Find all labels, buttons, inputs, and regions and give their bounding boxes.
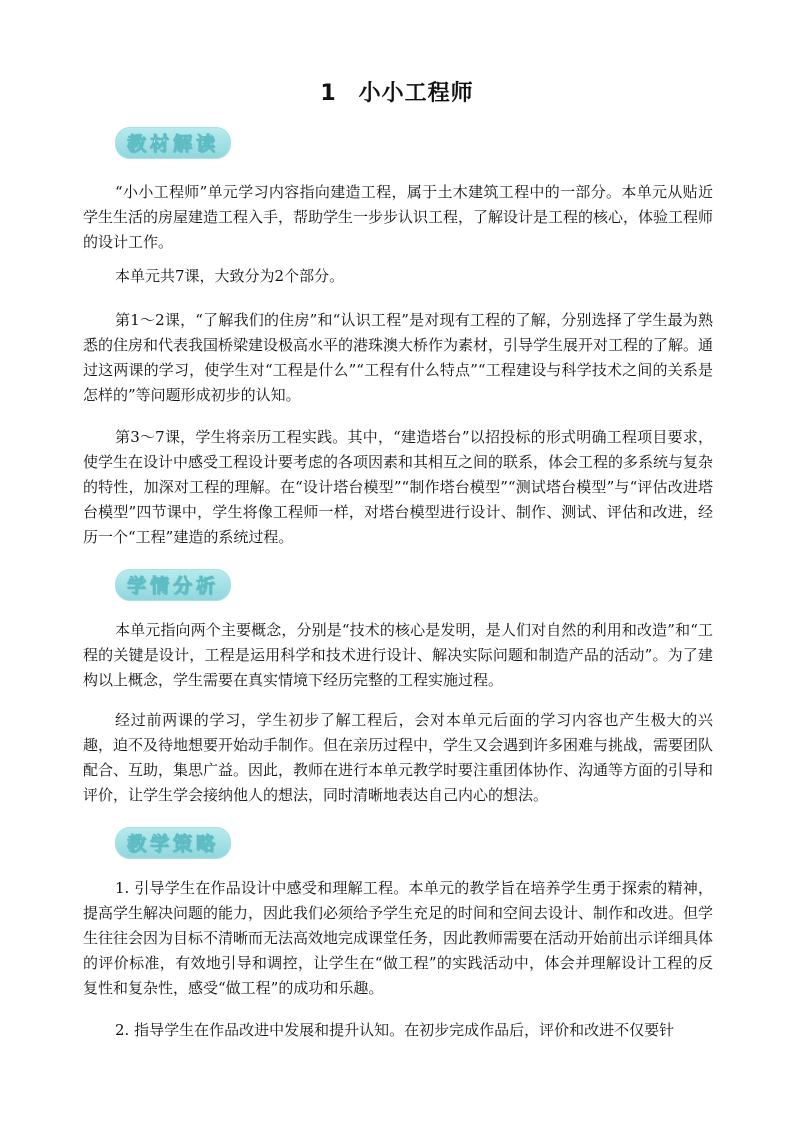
section-heading-textbook-reading bbox=[115, 128, 231, 158]
section-heading-label: 教学策略 bbox=[115, 827, 231, 859]
paragraph: 第3～7课，学生将亲历工程实践。其中，“建造塔台”以招投标的形式明确工程项目要求，使学生在设计中感受工程设计要考虑的各项因素和其相互之间的联系，体会工程的多系统与复杂的特性，加深对工程的理解。在“设计塔台模型”“制作塔台模型”“测试塔台模型”与“评估改进塔台模型”四节课中，学生将像工程师一样，对塔台模型进行设计、制作、测试、评估和改进，经历一个“工程”建造的系统过程。 bbox=[83, 428, 714, 546]
section-heading-learning-analysis bbox=[115, 570, 231, 600]
lesson-title: 小小工程师 bbox=[358, 81, 474, 106]
paragraph: 2. 指导学生在作品改进中发展和提升认知。在初步完成作品后，评价和改进不仅要针 bbox=[115, 1021, 675, 1039]
paragraph: 本单元指向两个主要概念，分别是“技术的核心是发明，是人们对自然的利用和改造”和“工程的关键是设计，工程是运用科学和技术进行设计、解决实际问题和制造产品的活动”。为了建构以上概念，学生需要在真实情境下经历完整的工程实施过程。 bbox=[83, 621, 713, 689]
page-title bbox=[0, 76, 794, 107]
paragraph: 第1～2课，“了解我们的住房”和“认识工程”是对现有工程的了解，分别选择了学生最为熟悉的住房和代表我国桥梁建设极高水平的港珠澳大桥作为素材，引导学生展开对工程的了解。通过这两课的学习，使学生对“工程是什么”“工程有什么特点”“工程建设与科学技术之间的关系是怎样的”等问题形成初步的认知。 bbox=[83, 311, 714, 404]
paragraph: 1. 引导学生在作品设计中感受和理解工程。本单元的教学旨在培养学生勇于探索的精神，提高学生解决问题的能力，因此我们必须给予学生充足的时间和空间去设计、制作和改进。但学生往往会因为目标不清晰而无法高效地完成课堂任务，因此教师需要在活动开始前出示详细具体的评价标准，有效地引导和调控，让学生在“做工程”的实践活动中，体会并理解设计工程的反复性和复杂性，感受“做工程”的成功和乐趣。 bbox=[83, 879, 714, 997]
lesson-number: 1 bbox=[320, 81, 337, 106]
paragraph: “小小工程师”单元学习内容指向建造工程，属于土木建筑工程中的一部分。本单元从贴近学生生活的房屋建造工程入手，帮助学生一步步认识工程，了解设计是工程的核心，体验工程师的设计工作。 bbox=[83, 183, 714, 251]
section-heading-label: 教材解读 bbox=[115, 127, 231, 159]
paragraph: 经过前两课的学习，学生初步了解工程后，会对本单元后面的学习内容也产生极大的兴趣，迫不及待地想要开始动手制作。但在亲历过程中，学生又会遇到许多困难与挑战，需要团队配合、互助，集思广益。因此，教师在进行本单元教学时要注重团体协作、沟通等方面的引导和评价，让学生学会接纳他人的想法，同时清晰地表达自己内心的想法。 bbox=[83, 711, 714, 804]
paragraph: 本单元共7课，大致分为2个部分。 bbox=[115, 267, 345, 285]
section-heading-label: 学情分析 bbox=[115, 569, 231, 601]
section-heading-teaching-strategy bbox=[115, 828, 231, 858]
